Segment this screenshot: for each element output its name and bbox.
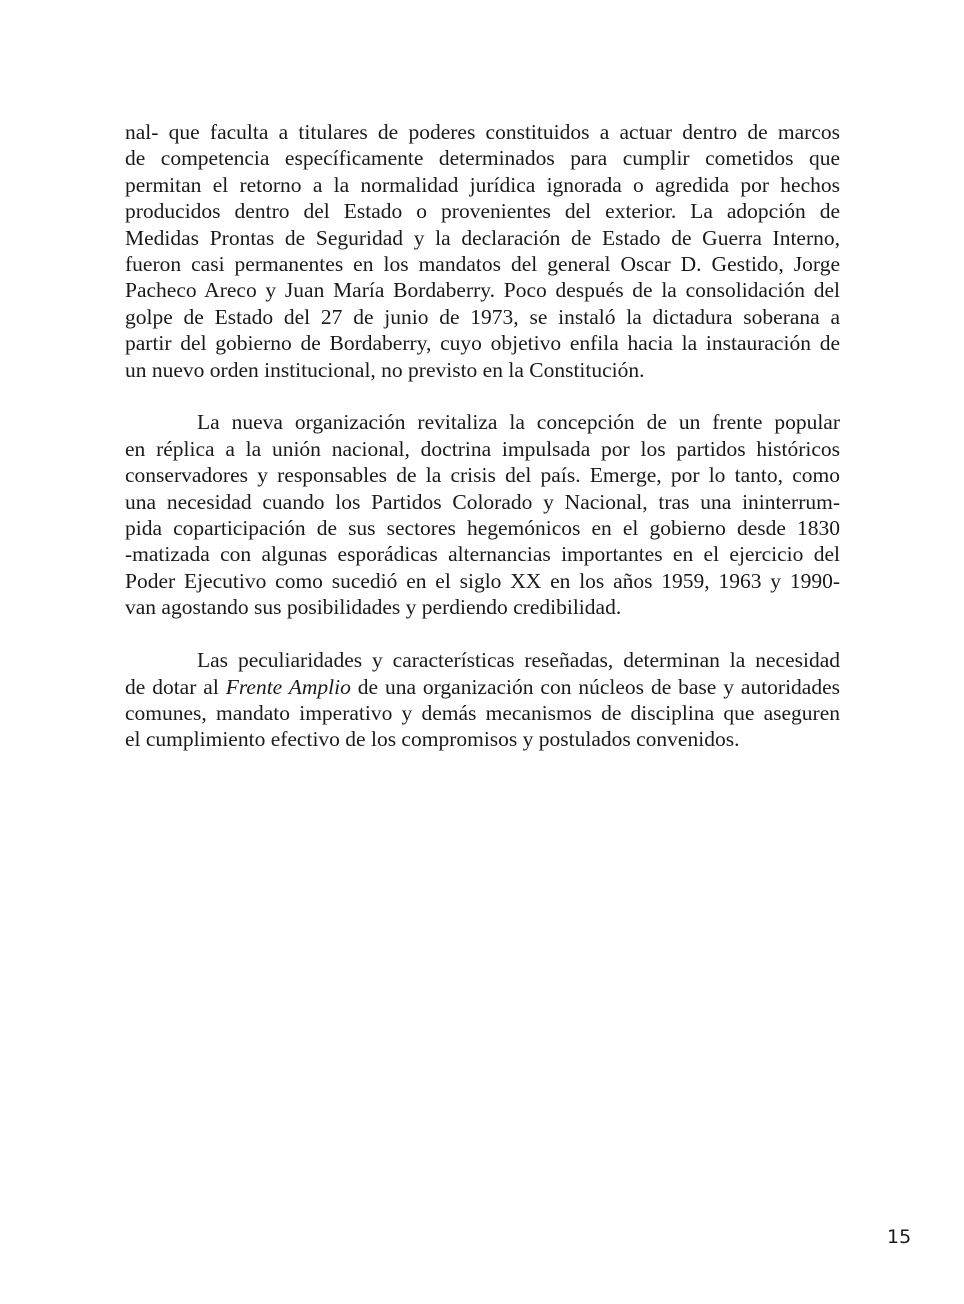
text-line: van agostando sus posibilidades y perdiendo credibilidad. [125,595,622,620]
page-number: 15 [887,1226,912,1248]
paragraph-1 [125,119,840,383]
text-line: Pacheco Areco y Juan María Bordaberry. Poco después de la consolidación del [125,278,840,303]
paragraph-2 [125,409,840,620]
paragraph-3 [125,647,840,753]
text-line: el cumplimiento efectivo de los compromisos y postulados convenidos. [125,727,740,752]
text-line: La nueva organización revitaliza la concepción de un frente popular [197,410,840,435]
text-line: un nuevo orden institucional, no previsto en la Constitución. [125,357,645,382]
text-line: una necesidad cuando los Partidos Colorado y Nacional, tras una ininterrum- [125,489,840,514]
text-line: Medidas Prontas de Seguridad y la declaración de Estado de Guerra Interno, [125,225,840,250]
page-body-text [125,119,840,779]
text-segment: de dotar al [125,674,226,699]
text-line: producidos dentro del Estado o provenientes del exterior. La adopción de [125,199,840,224]
text-line: partir del gobierno de Bordaberry, cuyo objetivo enfila hacia la instauración de [125,331,840,356]
text-line: golpe de Estado del 27 de junio de 1973, se instaló la dictadura soberana a [125,304,840,329]
text-line: -matizada con algunas esporádicas alternancias importantes en el ejercicio del [125,542,840,567]
text-line: en réplica a la unión nacional, doctrina impulsada por los partidos históricos [125,436,840,461]
text-line: nal- que faculta a titulares de poderes constituidos a actuar dentro de marcos [125,120,840,144]
text-segment: de una organización con núcleos de base y autoridades [350,674,840,699]
frente-amplio-italic: Frente Amplio [225,674,351,699]
text-line: Las peculiaridades y características reseñadas, determinan la necesidad [197,648,840,673]
text-line: de competencia específicamente determinados para cumplir cometidos que [125,146,840,171]
text-line [125,674,840,700]
text-line: permitan el retorno a la normalidad jurídica ignorada o agredida por hechos [125,172,840,197]
text-line: comunes, mandato imperativo y demás mecanismos de disciplina que aseguren [125,700,840,725]
text-line: fueron casi permanentes en los mandatos del general Oscar D. Gestido, Jorge [125,252,840,277]
text-line: Poder Ejecutivo como sucedió en el siglo XX en los años 1959, 1963 y 1990- [125,568,840,593]
text-line: pida coparticipación de sus sectores hegemónicos en el gobierno desde 1830 [125,516,840,541]
text-line: conservadores y responsables de la crisis del país. Emerge, por lo tanto, como [125,463,840,488]
